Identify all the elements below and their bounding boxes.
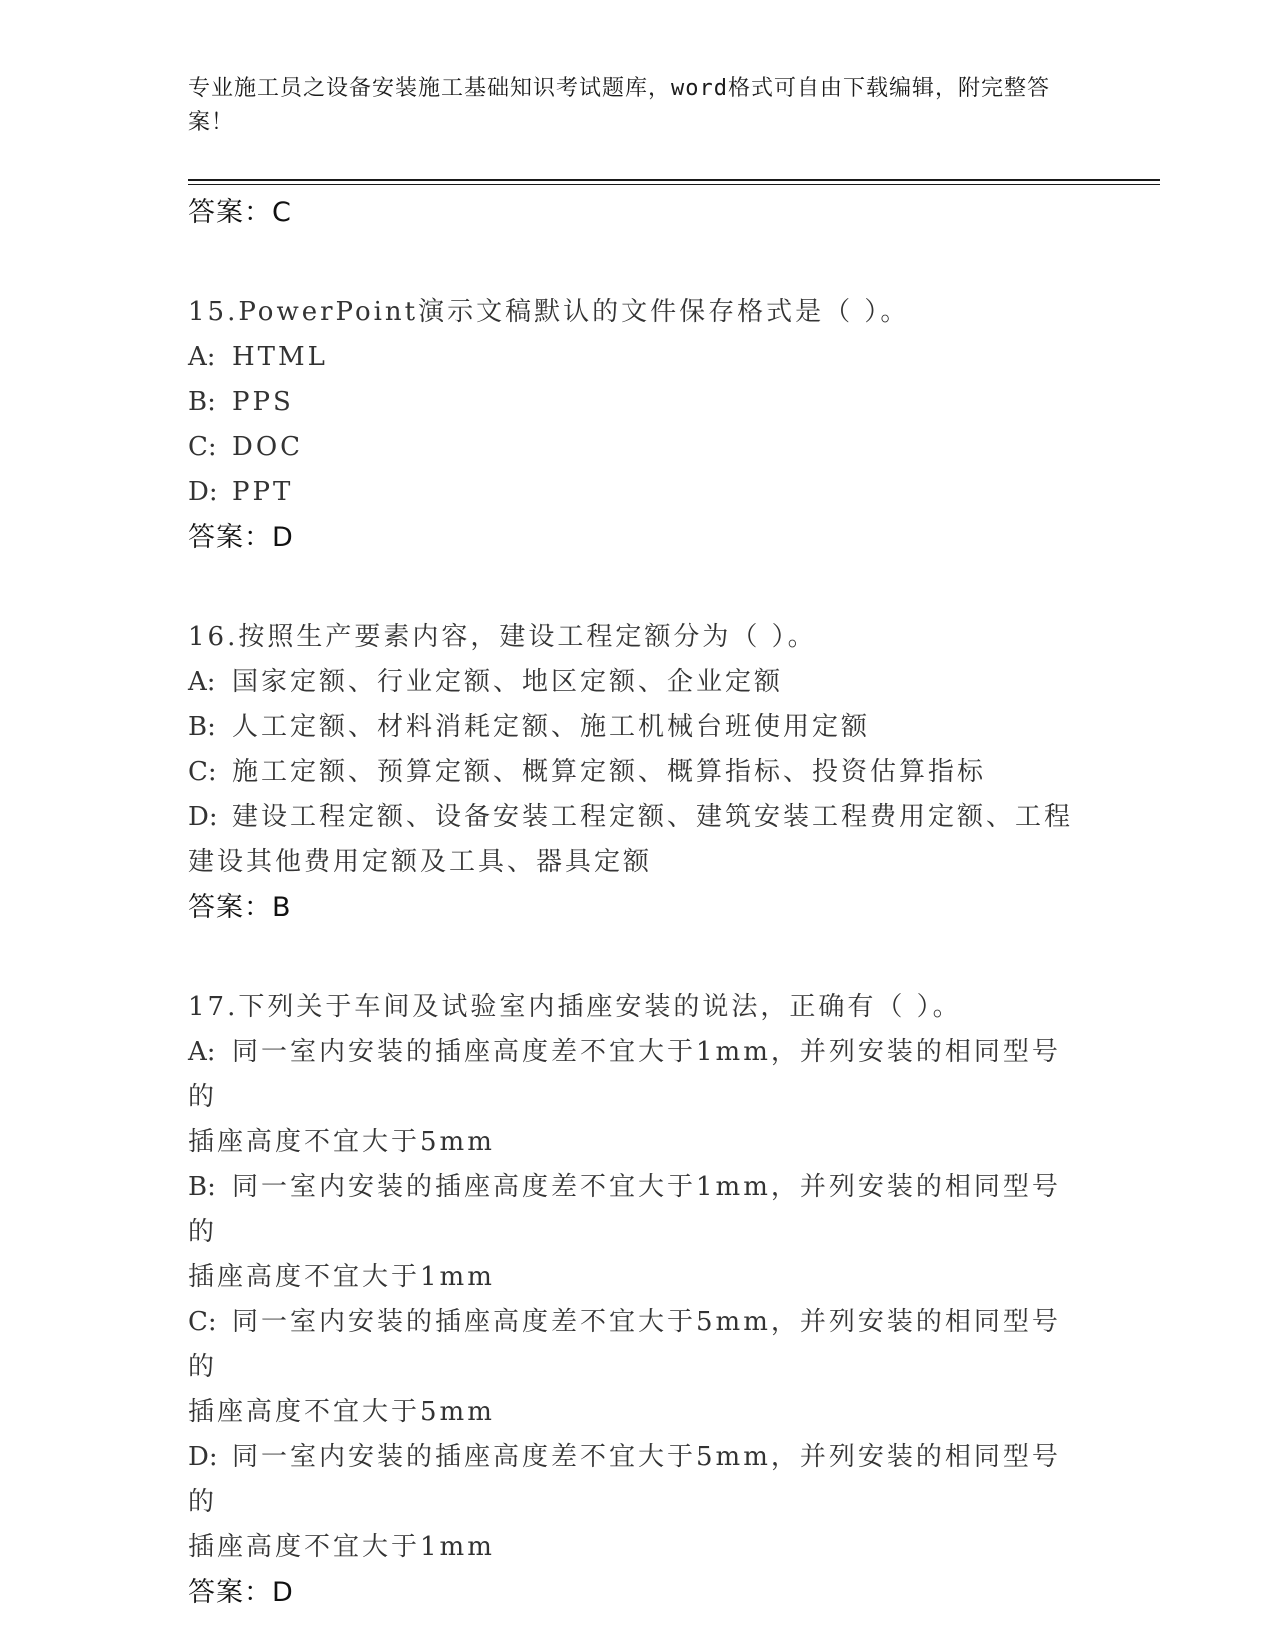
- option-d: [188, 1435, 1088, 1525]
- option-text: DOC: [232, 432, 304, 462]
- option-label: D:: [188, 477, 218, 507]
- option-text: 国家定额、行业定额、地区定额、企业定额: [232, 667, 784, 697]
- option-text: PPT: [232, 477, 294, 507]
- option-label: A:: [188, 667, 216, 697]
- option-label: B:: [188, 712, 216, 742]
- answer-15: 答案：D: [188, 522, 294, 553]
- option-label: C:: [188, 432, 217, 462]
- option-d: [188, 470, 1088, 515]
- option-a: [188, 660, 1088, 705]
- option-b: [188, 1165, 1088, 1255]
- option-a: [188, 1030, 1088, 1120]
- answer-17: 答案：D: [188, 1577, 294, 1608]
- option-b: [188, 705, 1088, 750]
- question-title: 17.下列关于车间及试验室内插座安装的说法，正确有（ ）。: [188, 992, 962, 1022]
- document-header: 专业施工员之设备安装施工基础知识考试题库，word格式可自由下载编辑，附完整答案！: [188, 76, 1050, 135]
- option-a: [188, 335, 1088, 380]
- option-c-continued: 插座高度不宜大于5mm: [188, 1397, 495, 1427]
- option-c: [188, 1300, 1088, 1390]
- option-text: 人工定额、材料消耗定额、施工机械台班使用定额: [232, 712, 871, 742]
- option-text: 同一室内安装的插座高度差不宜大于5mm，并列安装的相同型号的: [188, 1442, 1061, 1517]
- header-divider-thick: [188, 179, 1160, 181]
- option-label: D:: [188, 1442, 218, 1472]
- header-divider-thin: [188, 184, 1160, 185]
- question-17: [188, 985, 1088, 1615]
- option-b-continued: 插座高度不宜大于1mm: [188, 1262, 495, 1292]
- option-label: B:: [188, 1172, 216, 1202]
- answer-16: 答案：B: [188, 892, 292, 923]
- option-label: B:: [188, 387, 216, 417]
- option-text: 同一室内安装的插座高度差不宜大于5mm，并列安装的相同型号的: [188, 1307, 1061, 1382]
- option-d: [188, 795, 1088, 840]
- option-text: 同一室内安装的插座高度差不宜大于1mm，并列安装的相同型号的: [188, 1037, 1061, 1112]
- option-label: A:: [188, 1037, 216, 1067]
- option-text: HTML: [232, 342, 328, 372]
- question-title: 16.按照生产要素内容，建设工程定额分为（ ）。: [188, 622, 817, 652]
- option-text: 建设工程定额、设备安装工程定额、建筑安装工程费用定额、工程: [232, 802, 1074, 832]
- question-15: [188, 290, 1088, 560]
- option-label: C:: [188, 757, 217, 787]
- option-c: [188, 750, 1088, 795]
- option-a-continued: 插座高度不宜大于5mm: [188, 1127, 495, 1157]
- option-d-continued: 建设其他费用定额及工具、器具定额: [188, 847, 653, 877]
- option-b: [188, 380, 1088, 425]
- option-c: [188, 425, 1088, 470]
- option-label: C:: [188, 1307, 217, 1337]
- option-text: PPS: [232, 387, 294, 417]
- option-label: D:: [188, 802, 218, 832]
- question-list: [188, 190, 1088, 1615]
- option-label: A:: [188, 342, 216, 372]
- option-text: 同一室内安装的插座高度差不宜大于1mm，并列安装的相同型号的: [188, 1172, 1061, 1247]
- option-text: 施工定额、预算定额、概算定额、概算指标、投资估算指标: [232, 757, 987, 787]
- question-16: [188, 615, 1088, 930]
- question-title: 15.PowerPoint演示文稿默认的文件保存格式是（ ）。: [188, 297, 910, 327]
- option-d-continued: 插座高度不宜大于1mm: [188, 1532, 495, 1562]
- answer-14: 答案：C: [188, 197, 292, 228]
